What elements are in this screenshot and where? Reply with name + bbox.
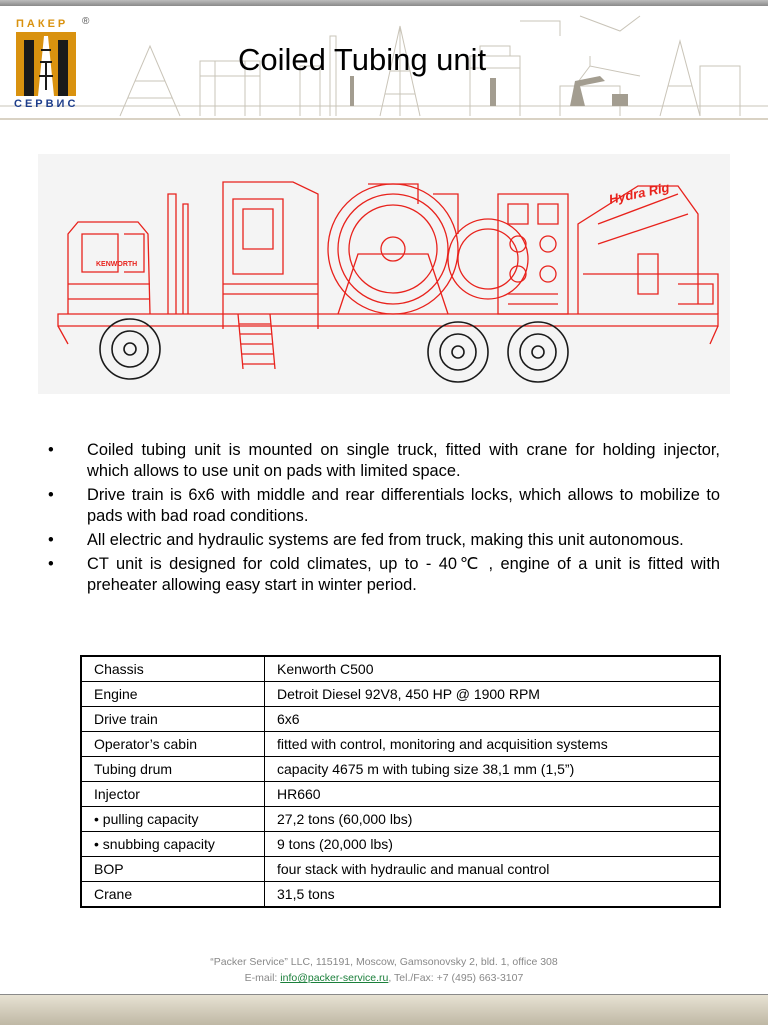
spec-value: Detroit Diesel 92V8, 450 HP @ 1900 RPM bbox=[265, 682, 721, 707]
page-title: Coiled Tubing unit bbox=[238, 42, 487, 77]
front-wheel bbox=[100, 319, 160, 379]
logo-bottom-text: СЕРВИС bbox=[14, 98, 79, 110]
registered-mark: ® bbox=[82, 16, 90, 27]
list-item-text: Coiled tubing unit is mounted on single truck, fitted with crane for holding injector, which allows to use unit on pads with limited space. bbox=[87, 441, 720, 480]
spec-value: capacity 4675 m with tubing size 38,1 mm (1,5”) bbox=[265, 757, 721, 782]
company-logo bbox=[10, 10, 110, 114]
spec-value: 27,2 tons (60,000 lbs) bbox=[265, 807, 721, 832]
specifications-table bbox=[80, 655, 721, 908]
table-row bbox=[81, 857, 720, 882]
table-row bbox=[81, 832, 720, 857]
spec-value: Kenworth C500 bbox=[265, 656, 721, 682]
spec-value: fitted with control, monitoring and acquisition systems bbox=[265, 732, 721, 757]
bullet-mark: • bbox=[48, 441, 54, 459]
page-footer bbox=[0, 954, 768, 986]
boom-brand-text: Hydra Rig bbox=[607, 179, 671, 207]
coiled-tubing-truck-illustration bbox=[38, 154, 730, 394]
list-item bbox=[44, 440, 720, 482]
table-row bbox=[81, 782, 720, 807]
page-header bbox=[0, 6, 768, 120]
spec-key: Engine bbox=[81, 682, 265, 707]
list-item-text: CT unit is designed for cold climates, up to - 40℃ , engine of a unit is fitted with preheater allowing easy start in winter period. bbox=[87, 555, 720, 594]
spec-key: Operator’s cabin bbox=[81, 732, 265, 757]
spec-key: • pulling capacity bbox=[81, 807, 265, 832]
bullet-mark: • bbox=[48, 555, 54, 573]
spec-key: Crane bbox=[81, 882, 265, 908]
phone-text: , Tel./Fax: +7 (495) 663-3107 bbox=[388, 972, 524, 984]
spec-value: four stack with hydraulic and manual control bbox=[265, 857, 721, 882]
table-row bbox=[81, 732, 720, 757]
footer-contacts bbox=[0, 970, 768, 986]
list-item bbox=[44, 485, 720, 527]
spec-key: • snubbing capacity bbox=[81, 832, 265, 857]
spec-key: Drive train bbox=[81, 707, 265, 732]
email-label: E-mail: bbox=[244, 972, 281, 984]
logo-top-text: ПАКЕР bbox=[16, 18, 69, 30]
list-item-text: All electric and hydraulic systems are fed from truck, making this unit autonomous. bbox=[87, 531, 684, 549]
cab-badge-text: KENWORTH bbox=[96, 261, 138, 268]
table-row bbox=[81, 707, 720, 732]
spec-key: BOP bbox=[81, 857, 265, 882]
table-row bbox=[81, 757, 720, 782]
spec-value: HR660 bbox=[265, 782, 721, 807]
table-row bbox=[81, 656, 720, 682]
spec-value: 6x6 bbox=[265, 707, 721, 732]
truck-drawing bbox=[38, 154, 730, 394]
table-row bbox=[81, 682, 720, 707]
feature-list bbox=[44, 440, 720, 599]
footer-address: “Packer Service” LLC, 115191, Moscow, Gamsonovsky 2, bld. 1, office 308 bbox=[210, 956, 558, 968]
spec-key: Tubing drum bbox=[81, 757, 265, 782]
spec-key: Injector bbox=[81, 782, 265, 807]
spec-value: 31,5 tons bbox=[265, 882, 721, 908]
list-item bbox=[44, 530, 720, 551]
bullet-mark: • bbox=[48, 486, 54, 504]
list-item bbox=[44, 554, 720, 596]
derrick-emblem-icon bbox=[16, 32, 76, 96]
email-link[interactable]: info@packer-service.ru bbox=[280, 972, 389, 984]
spec-key: Chassis bbox=[81, 656, 265, 682]
bottom-border bbox=[0, 994, 768, 1025]
rear-wheel bbox=[508, 322, 568, 382]
list-item-text: Drive train is 6x6 with middle and rear differentials locks, which allows to mobilize to pads with bad road conditions. bbox=[87, 486, 720, 525]
table-row bbox=[81, 882, 720, 908]
table-row bbox=[81, 807, 720, 832]
bullet-mark: • bbox=[48, 531, 54, 549]
middle-wheel bbox=[428, 322, 488, 382]
spec-value: 9 tons (20,000 lbs) bbox=[265, 832, 721, 857]
